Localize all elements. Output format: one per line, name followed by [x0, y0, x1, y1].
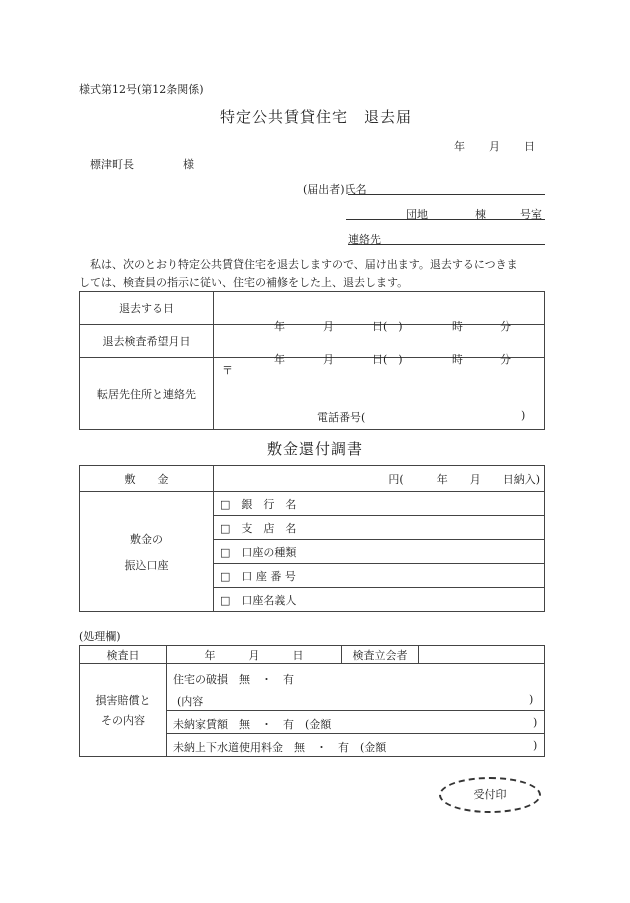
applicant-unit-field[interactable] — [346, 219, 545, 220]
date-day: 日 — [524, 140, 535, 153]
inspection-date-field[interactable]: 年 月 日 — [167, 646, 342, 664]
account-holder-field[interactable]: □ 口座名義人 — [214, 588, 545, 612]
branch-name-field[interactable]: □ 支 店 名 — [214, 516, 545, 540]
deposit-table — [79, 465, 545, 612]
witness-label: 検査立会者 — [342, 646, 419, 664]
document-title: 特定公共賃貸住宅 退去届 — [220, 108, 413, 126]
postal-mark: 〒 — [222, 364, 233, 377]
contact-label: 連絡先 — [348, 233, 381, 246]
account-type-field[interactable]: □ 口座の種類 — [214, 540, 545, 564]
date-month: 月 — [489, 140, 500, 153]
reception-stamp: 受付印 — [439, 777, 541, 813]
statement-line-2: しては、検査員の指示に従い、住宅の補修をした上、退去します。 — [79, 276, 409, 289]
unpaid-rent-field[interactable]: 未納家賃額 無 ・ 有 (金額 ) — [167, 711, 545, 734]
applicant-name-field[interactable] — [348, 194, 545, 195]
processing-label: (処理欄) — [79, 630, 121, 643]
applicant-name-label: (届出者)氏名 — [303, 183, 367, 196]
phone-label: 電話番号( — [317, 411, 366, 424]
new-address-label: 転居先住所と連絡先 — [80, 358, 214, 430]
honorific: 様 — [183, 158, 194, 171]
account-number-field[interactable]: □ 口 座 番 号 — [214, 564, 545, 588]
form-number: 様式第12号(第12条関係) — [79, 83, 204, 96]
unit-building-label: 棟 — [475, 208, 486, 221]
move-out-table — [79, 291, 545, 430]
date-year: 年 — [454, 140, 465, 153]
new-address-field[interactable] — [214, 358, 545, 430]
inspection-wish-date-field[interactable]: 年 月 日( ) 時 分 — [214, 325, 545, 358]
refund-account-label: 敷金の 振込口座 — [80, 492, 214, 612]
deposit-amount-field[interactable]: 円( 年 月 日納入) — [214, 466, 545, 492]
damage-field[interactable]: 住宅の破損 無 ・ 有 (内容 ) — [167, 664, 545, 711]
witness-field[interactable] — [419, 646, 545, 664]
damage-label: 損害賠償と その内容 — [80, 664, 167, 757]
statement-line-1: 私は、次のとおり特定公共賃貸住宅を退去しますので、届け出ます。退去するにつきま — [90, 258, 518, 271]
unpaid-water-field[interactable]: 未納上下水道使用料金 無 ・ 有 (金額 ) — [167, 734, 545, 757]
processing-table — [79, 645, 545, 757]
inspection-date-label: 検査日 — [80, 646, 167, 664]
deposit-label: 敷 金 — [80, 466, 214, 492]
inspection-wish-date-label: 退去検査希望月日 — [80, 325, 214, 358]
phone-close: ) — [521, 409, 526, 422]
move-out-date-label: 退去する日 — [80, 292, 214, 325]
move-out-date-field[interactable]: 年 月 日( ) 時 分 — [214, 292, 545, 325]
deposit-section-title: 敷金還付調書 — [267, 440, 364, 458]
bank-name-field[interactable]: □ 銀 行 名 — [214, 492, 545, 516]
contact-field[interactable] — [348, 244, 545, 245]
unit-room-label: 号室 — [520, 208, 542, 221]
addressee: 標津町長 — [90, 158, 134, 171]
unit-complex-label: 団地 — [406, 208, 428, 221]
